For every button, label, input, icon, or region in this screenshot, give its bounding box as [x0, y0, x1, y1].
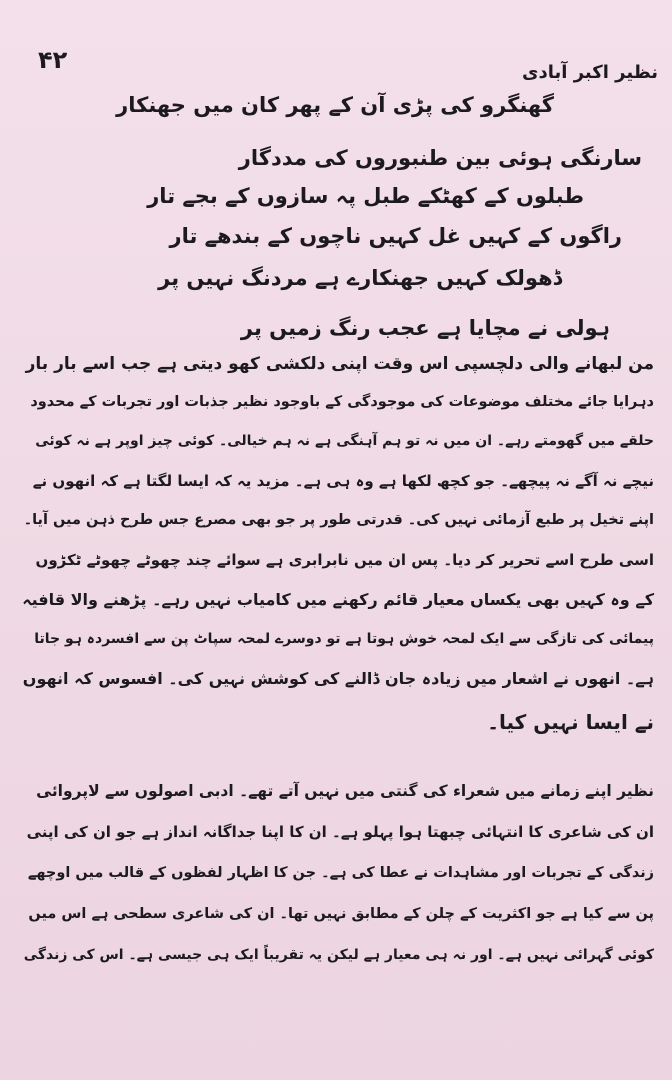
prose-line: اسی طرح اسے تحریر کر دیا۔ پس ان میں نابرابری ہے سوائے چند چھوٹے چھوٹے ٹکڑوں — [35, 551, 654, 569]
prose-line: نے ایسا نہیں کیا۔ — [487, 710, 654, 734]
running-head: نظیر اکبر آبادی — [522, 62, 658, 83]
poem-line: طبلوں کے کھٹکے طبل پہ سازوں کے بجے تار — [147, 184, 584, 208]
prose-line: دہرایا جائے مختلف موضوعات کی موجودگی کے باوجود نظیر جذبات اور تجربات کے محدود — [30, 394, 654, 410]
prose-line: حلقے میں گھومتے رہے۔ ان میں نہ تو ہم آہنگی ہے نہ ہم خیالی۔ کوئی چیز اوپر ہے نہ کوئی — [35, 433, 654, 449]
prose-line: نظیر اپنے زمانے میں شعراء کی گنتی میں نہیں آتے تھے۔ ادبی اصولوں سے لاپروائی — [36, 782, 654, 800]
poem-line: گھنگرو کی پڑی آن کے پھر کان میں جھنکار — [116, 93, 554, 117]
prose-line: اپنے تخیل پر طبع آزمائی نہیں کی۔ قدرتی طور پر جو بھی مصرع جس طرح ذہن میں آیا۔ — [23, 512, 654, 528]
prose-line: کے وہ کہیں بھی یکساں معیار قائم رکھنے میں کامیاب نہیں رہے۔ پڑھنے والا قافیہ — [22, 590, 654, 609]
poem-line: راگوں کے کہیں غل کہیں ناچوں کے بندھے تار — [169, 224, 622, 248]
prose-line: کوئی گہرائی نہیں ہے۔ اور نہ ہی معیار ہے لیکن یہ تقریباً ایک ہی جیسی ہے۔ اس کی زندگی — [23, 947, 654, 963]
prose-line: ان کی شاعری کا انتہائی چبھتا ہوا پہلو ہے۔ ان کا اپنا جداگانہ انداز ہے جو ان کی اپنی — [26, 823, 654, 841]
prose-line: من لبھانے والی دلچسپی اس وقت اپنی دلکشی کھو دیتی ہے جب اسے بار بار — [25, 354, 654, 374]
prose-line: زندگی کے تجربات اور مشاہدات نے عطا کی ہے۔ جن کا اظہار لفظوں کے قالب میں اوچھے — [27, 865, 654, 881]
poem-line: سارنگی ہوئی بین طنبوروں کی مددگار — [238, 146, 642, 170]
prose-line: پیمائی کی تازگی سے ایک لمحہ خوش ہوتا ہے تو دوسرے لمحہ سپاٹ پن سے افسردہ ہو جاتا — [34, 631, 654, 647]
poem-line: ڈھولک کہیں جھنکارے ہے مردنگ نہیں پر — [158, 266, 562, 290]
poem-line: ہولی نے مچایا ہے عجب رنگ زمیں پر — [240, 316, 610, 340]
page-number: ۴۲ — [38, 46, 68, 74]
prose-line: پن سے کیا ہے جو اکثریت کے چلن کے مطابق نہیں تھا۔ ان کی شاعری سطحی ہے اس میں — [28, 906, 654, 922]
prose-line: نیچے نہ آگے نہ پیچھے۔ جو کچھ لکھا ہے وہ ہی ہے۔ مزید یہ کہ ایسا لگتا ہے کہ انھوں نے — [32, 472, 654, 490]
prose-line: ہے۔ انھوں نے اشعار میں زیادہ جان ڈالنے کی کوشش نہیں کی۔ افسوس کہ انھوں — [22, 669, 654, 688]
